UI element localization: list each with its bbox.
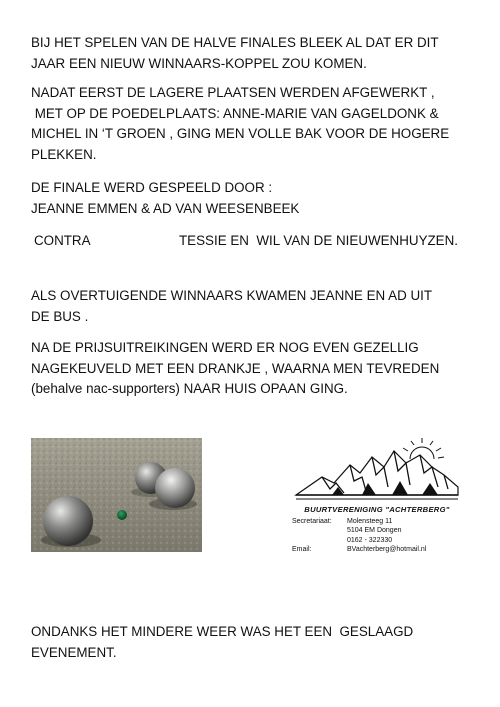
text-line: DE FINALE WERD GESPEELD DOOR : bbox=[31, 180, 273, 195]
text-line: ONDANKS HET MINDERE WEER WAS HET EEN GESLAAGD bbox=[31, 624, 414, 639]
opponents: TESSIE EN WIL VAN DE NIEUWENHUYZEN. bbox=[179, 233, 459, 248]
contra-label: CONTRA bbox=[34, 233, 91, 248]
text-line: NADAT EERST DE LAGERE PLAATSEN WERDEN AFGEWERKT , bbox=[31, 85, 435, 100]
text-line: NAGEKEUVELD MET EEN DRANKJE , WAARNA MEN TEVREDEN bbox=[31, 360, 440, 376]
petanque-balls-photo bbox=[31, 438, 202, 552]
text-line: BIJ HET SPELEN VAN DE HALVE FINALES BLEEK AL DAT ER DIT bbox=[31, 35, 439, 50]
secretariat-label: Secretariaat: bbox=[292, 518, 332, 525]
street: Molensteeg 11 bbox=[347, 518, 393, 525]
club-name: BUURTVERENIGING "ACHTERBERG" bbox=[304, 505, 450, 514]
text-line: (behalve nac-supporters) NAAR HUIS OPAAN GING. bbox=[31, 381, 348, 396]
text-line: MET OP DE POEDELPLAATS: ANNE-MARIE VAN GAGELDONK & bbox=[31, 105, 439, 121]
text-line: MICHEL IN ‘T GROEN , GING MEN VOLLE BAK VOOR DE HOGERE bbox=[31, 126, 450, 141]
phone-number: 0162 - 322330 bbox=[347, 536, 393, 544]
paragraph-lower-places bbox=[31, 83, 476, 165]
paragraph-semifinals bbox=[31, 33, 476, 74]
email-label: Email: bbox=[292, 545, 312, 553]
text-line: JAAR EEN NIEUW WINNAARS-KOPPEL ZOU KOMEN. bbox=[31, 55, 367, 71]
paragraph-closing bbox=[31, 622, 476, 663]
paragraph-winners bbox=[31, 286, 476, 327]
text-line: PLEKKEN. bbox=[31, 146, 97, 162]
paragraph-final bbox=[31, 178, 476, 219]
club-address bbox=[292, 517, 426, 554]
text-line: JEANNE EMMEN & AD VAN WEESENBEEK bbox=[31, 200, 300, 216]
contra-row bbox=[34, 231, 459, 251]
text-line: DE BUS . bbox=[31, 308, 89, 324]
paragraph-prizes bbox=[31, 338, 476, 400]
text-line: EVENEMENT. bbox=[31, 644, 117, 660]
postcode-city: 5104 EM Dongen bbox=[347, 527, 402, 535]
text-line: NA DE PRIJSUITREIKINGEN WERD ER NOG EVEN GEZELLIG bbox=[31, 340, 419, 355]
text-line: ALS OVERTUIGENDE WINNAARS KWAMEN JEANNE EN AD UIT bbox=[31, 288, 433, 303]
email-address[interactable]: BVachterberg@hotmail.nl bbox=[347, 545, 427, 553]
